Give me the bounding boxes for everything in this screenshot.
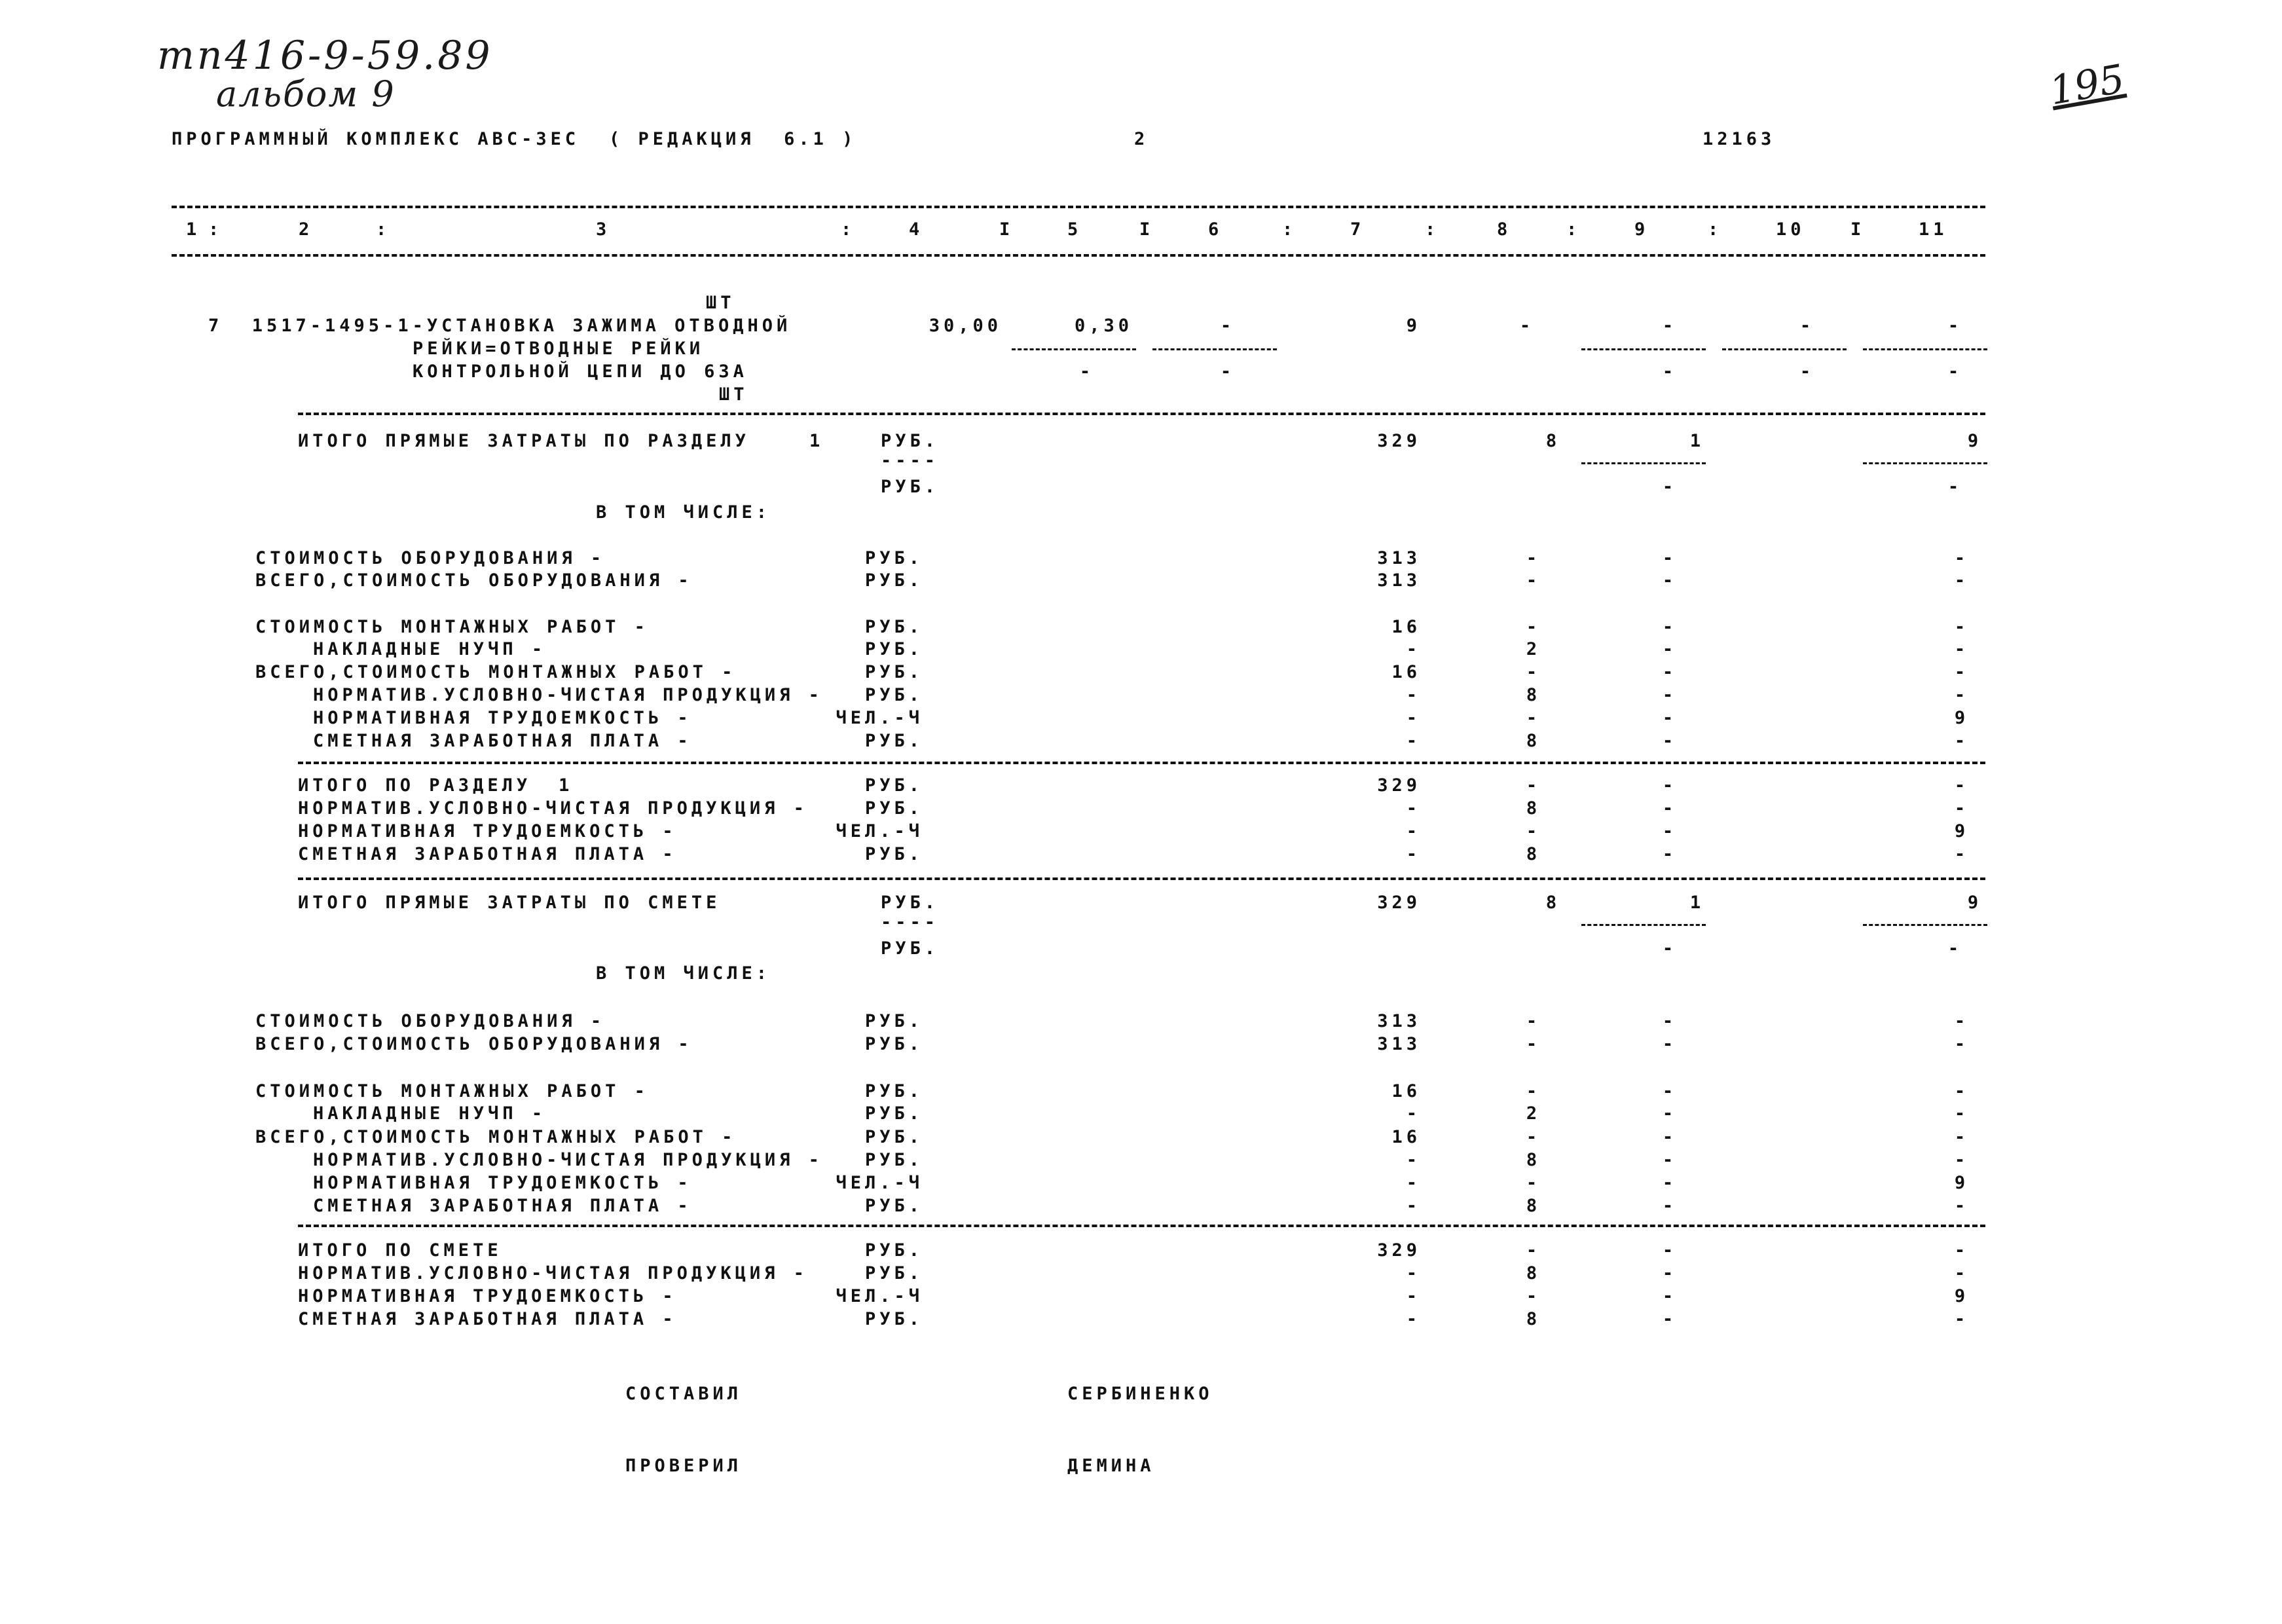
section-rule (298, 877, 1985, 880)
row-col8: 8 (1526, 1309, 1541, 1329)
row-col9: - (1662, 1034, 1678, 1054)
column-number: 7 (1350, 219, 1365, 240)
row-col8: - (1526, 1286, 1541, 1306)
item-col11: - (1947, 316, 1963, 336)
row-label: СМЕТНАЯ ЗАРАБОТНАЯ ПЛАТА - (313, 731, 692, 751)
handwritten-album: альбом 9 (216, 73, 396, 115)
row-unit: РУБ. (864, 775, 923, 796)
row-col7: 313 (1377, 1034, 1421, 1054)
row-col9: - (1662, 708, 1678, 728)
column-number: 6 (1208, 219, 1223, 240)
row-label: НОРМАТИВНАЯ ТРУДОЕМКОСТЬ - (313, 1173, 692, 1193)
item-r2-col10: - (1799, 361, 1815, 382)
row-label: ИТОГО ПО РАЗДЕЛУ (298, 775, 532, 796)
handwritten-page-number: 195 (2046, 56, 2128, 115)
row-col8: - (1526, 548, 1541, 568)
item-quantity: 30,00 (929, 316, 1002, 336)
section-total-r2-col9: - (1662, 477, 1678, 497)
row-unit: РУБ. (864, 1309, 923, 1329)
estimate-total-rule (1581, 924, 1706, 926)
row-unit: РУБ. (864, 548, 923, 568)
estimate-including: В ТОМ ЧИСЛЕ: (596, 963, 771, 984)
row-label: НОРМАТИВ.УСЛОВНО-ЧИСТАЯ ПРОДУКЦИЯ - (298, 1263, 808, 1283)
row-col11: - (1954, 1240, 1970, 1261)
section-total-col8: 8 (1545, 431, 1561, 451)
row-col11: - (1954, 662, 1970, 682)
row-col9: - (1662, 798, 1678, 819)
row-label: НАКЛАДНЫЕ НУЧП - (313, 1103, 547, 1124)
row-col9: - (1662, 821, 1678, 841)
row-label: НОРМАТИВНАЯ ТРУДОЕМКОСТЬ - (298, 1286, 677, 1306)
row-col8: - (1526, 1034, 1541, 1054)
row-unit: РУБ. (864, 617, 923, 637)
row-label: НОРМАТИВ.УСЛОВНО-ЧИСТАЯ ПРОДУКЦИЯ - (313, 685, 823, 705)
column-number: 8 (1497, 219, 1512, 240)
row-label: ИТОГО ПО СМЕТЕ (298, 1240, 502, 1261)
item-rule (1722, 348, 1847, 350)
row-label: ВСЕГО,СТОИМОСТЬ МОНТАЖНЫХ РАБОТ - (255, 1127, 737, 1147)
row-col7: 16 (1391, 617, 1421, 637)
row-col8: 2 (1526, 639, 1541, 659)
item-col10: - (1799, 316, 1815, 336)
row-unit: РУБ. (864, 685, 923, 705)
section-total-col9: 1 (1689, 431, 1705, 451)
column-number: 10 (1776, 219, 1805, 240)
section-total-rule (1581, 462, 1706, 464)
item-unit-top: ШТ (706, 293, 735, 313)
row-unit: РУБ. (864, 731, 923, 751)
program-name: ПРОГРАММНЫЙ КОМПЛЕКС АВС-3ЕС (172, 129, 580, 149)
row-col8: - (1526, 821, 1541, 841)
item-r2-col5: - (1079, 361, 1095, 382)
row-unit: ЧЕЛ.-Ч (836, 821, 923, 841)
row-unit: РУБ. (864, 1127, 923, 1147)
row-col9: - (1662, 844, 1678, 864)
row-col11: - (1954, 798, 1970, 819)
row-col7: 16 (1391, 662, 1421, 682)
row-label: СМЕТНАЯ ЗАРАБОТНАЯ ПЛАТА - (298, 1309, 677, 1329)
sheet-number: 2 (1134, 129, 1149, 149)
row-col9: - (1662, 775, 1678, 796)
column-number: 1 (186, 219, 201, 240)
section-rule (298, 762, 1985, 764)
row-label: НОРМАТИВНАЯ ТРУДОЕМКОСТЬ - (298, 821, 677, 841)
handwritten-project-code: тп416-9-59.89 (157, 33, 493, 79)
row-label: СТОИМОСТЬ МОНТАЖНЫХ РАБОТ - (255, 1081, 649, 1101)
row-col8: 2 (1526, 1103, 1541, 1124)
estimate-total-label: ИТОГО ПРЯМЫЕ ЗАТРАТЫ ПО СМЕТЕ (298, 893, 721, 913)
section-including: В ТОМ ЧИСЛЕ: (596, 502, 771, 523)
row-col9: - (1662, 1011, 1678, 1031)
row-col8: - (1526, 1240, 1541, 1261)
row-col9: - (1662, 1173, 1678, 1193)
estimate-total-col8: 8 (1545, 893, 1561, 913)
item-line-2: РЕЙКИ=ОТВОДНЫЕ РЕЙКИ (413, 339, 705, 359)
estimate-total-unit: РУБ. (881, 893, 940, 913)
row-col11: - (1954, 1011, 1970, 1031)
row-col9: - (1662, 1081, 1678, 1101)
row-col9: - (1662, 639, 1678, 659)
column-number: 9 (1634, 219, 1649, 240)
row-col11: - (1954, 1150, 1970, 1170)
row-col7: - (1406, 1309, 1421, 1329)
row-unit: РУБ. (864, 1011, 923, 1031)
row-col11: - (1954, 617, 1970, 637)
row-label: СТОИМОСТЬ ОБОРУДОВАНИЯ - (255, 548, 606, 568)
row-col9: - (1662, 1150, 1678, 1170)
row-col8: 8 (1526, 1150, 1541, 1170)
row-unit: РУБ. (864, 1081, 923, 1101)
row-col9: - (1662, 662, 1678, 682)
item-col6: - (1220, 316, 1236, 336)
row-col11: - (1954, 1127, 1970, 1147)
row-col7: - (1406, 708, 1421, 728)
row-col9: - (1662, 1263, 1678, 1283)
row-col7: - (1406, 639, 1421, 659)
row-col8: 8 (1526, 844, 1541, 864)
row-col9: - (1662, 1196, 1678, 1216)
item-rule (1012, 348, 1136, 350)
row-label: НАКЛАДНЫЕ НУЧП - (313, 639, 547, 659)
row-unit: РУБ. (864, 1150, 923, 1170)
row-col7: 313 (1377, 570, 1421, 591)
section-total-label: ИТОГО ПРЯМЫЕ ЗАТРАТЫ ПО РАЗДЕЛУ (298, 431, 750, 451)
section-total-unit-dashes: ---- (881, 451, 940, 471)
column-number: 4 (909, 219, 924, 240)
compiled-by-name: СЕРБИНЕНКО (1067, 1384, 1213, 1404)
row-label: НОРМАТИВ.УСЛОВНО-ЧИСТАЯ ПРОДУКЦИЯ - (298, 798, 808, 819)
row-col7: - (1406, 821, 1421, 841)
estimate-total-r2-col9: - (1662, 938, 1678, 959)
section-total-rule (1863, 462, 1987, 464)
row-col7: - (1406, 1196, 1421, 1216)
estimate-total-rule (1863, 924, 1987, 926)
row-col7: 329 (1377, 1240, 1421, 1261)
row-col11: - (1954, 844, 1970, 864)
row-unit: РУБ. (864, 1196, 923, 1216)
section-total-unit: РУБ. (881, 431, 940, 451)
document-code: 12163 (1702, 129, 1776, 149)
row-label: ВСЕГО,СТОИМОСТЬ ОБОРУДОВАНИЯ - (255, 570, 693, 591)
table-top-rule (172, 206, 1985, 208)
item-r2-col11: - (1947, 361, 1963, 382)
row-col8: - (1526, 1127, 1541, 1147)
row-col8: - (1526, 1011, 1541, 1031)
estimate-total-r2-col11: - (1947, 938, 1963, 959)
row-col11: - (1954, 1196, 1970, 1216)
checked-by-label: ПРОВЕРИЛ (625, 1456, 743, 1476)
item-rule (1581, 348, 1706, 350)
row-col11: 9 (1954, 1286, 1970, 1306)
row-col11: 9 (1954, 708, 1970, 728)
section-total-r2-col11: - (1947, 477, 1963, 497)
row-label: СТОИМОСТЬ ОБОРУДОВАНИЯ - (255, 1011, 606, 1031)
row-col7: 313 (1377, 1011, 1421, 1031)
row-unit: РУБ. (864, 1263, 923, 1283)
row-col9: - (1662, 731, 1678, 751)
row-col8: - (1526, 617, 1541, 637)
section-total-col7: 329 (1377, 431, 1421, 451)
row-unit: ЧЕЛ.-Ч (836, 1286, 923, 1306)
row-label: СМЕТНАЯ ЗАРАБОТНАЯ ПЛАТА - (298, 844, 677, 864)
row-col11: - (1954, 548, 1970, 568)
row-col8: - (1526, 570, 1541, 591)
row-col9: - (1662, 1127, 1678, 1147)
row-col8: - (1526, 775, 1541, 796)
row-col9: - (1662, 685, 1678, 705)
column-number: 3 (596, 219, 611, 240)
item-r2-col6: - (1220, 361, 1236, 382)
section-total-col11: 9 (1967, 431, 1983, 451)
row-col11: - (1954, 1103, 1970, 1124)
row-col11: - (1954, 775, 1970, 796)
row-unit: РУБ. (864, 844, 923, 864)
item-col7: 9 (1406, 316, 1421, 336)
row-label: СМЕТНАЯ ЗАРАБОТНАЯ ПЛАТА - (313, 1196, 692, 1216)
item-unit-price: 0,30 (1074, 316, 1133, 336)
item-line-3: КОНТРОЛЬНОЙ ЦЕПИ ДО 63А (413, 361, 748, 382)
row-unit: РУБ. (864, 570, 923, 591)
row-col8: 8 (1526, 1263, 1541, 1283)
row-unit: РУБ. (864, 1240, 923, 1261)
row-col7: 16 (1391, 1127, 1421, 1147)
row-col7: - (1406, 731, 1421, 751)
estimate-total-unit-dashes: ---- (881, 912, 940, 932)
column-number: 2 (299, 219, 314, 240)
row-label: ВСЕГО,СТОИМОСТЬ ОБОРУДОВАНИЯ - (255, 1034, 693, 1054)
row-col8: - (1526, 1173, 1541, 1193)
row-label: ВСЕГО,СТОИМОСТЬ МОНТАЖНЫХ РАБОТ - (255, 662, 737, 682)
row-unit: РУБ. (864, 639, 923, 659)
row-col7: - (1406, 1103, 1421, 1124)
item-r2-col9: - (1662, 361, 1678, 382)
row-col7: - (1406, 798, 1421, 819)
row-col7: - (1406, 685, 1421, 705)
row-label: НОРМАТИВ.УСЛОВНО-ЧИСТАЯ ПРОДУКЦИЯ - (313, 1150, 823, 1170)
item-col9: - (1662, 316, 1678, 336)
row-col8: - (1526, 708, 1541, 728)
row-unit: РУБ. (864, 1034, 923, 1054)
row-col7: - (1406, 1150, 1421, 1170)
row-col9: - (1662, 1240, 1678, 1261)
item-rule (1863, 348, 1987, 350)
row-number: 1 (559, 775, 574, 796)
row-col7: - (1406, 1173, 1421, 1193)
estimate-total-unit2: РУБ. (881, 938, 940, 959)
row-unit: ЧЕЛ.-Ч (836, 708, 923, 728)
estimate-total-col9: 1 (1689, 893, 1705, 913)
section-total-unit2: РУБ. (881, 477, 940, 497)
row-col8: 8 (1526, 731, 1541, 751)
program-edition: ( РЕДАКЦИЯ 6.1 ) (609, 129, 857, 149)
row-col7: - (1406, 844, 1421, 864)
section-total-number: 1 (809, 431, 824, 451)
row-col11: - (1954, 639, 1970, 659)
item-col8: - (1519, 316, 1535, 336)
row-col11: - (1954, 685, 1970, 705)
row-col11: - (1954, 731, 1970, 751)
row-col11: - (1954, 1263, 1970, 1283)
row-col8: 8 (1526, 798, 1541, 819)
row-col11: - (1954, 1309, 1970, 1329)
row-col9: - (1662, 617, 1678, 637)
row-unit: РУБ. (864, 662, 923, 682)
row-col11: 9 (1954, 1173, 1970, 1193)
estimate-total-col11: 9 (1967, 893, 1983, 913)
column-number: 11 (1919, 219, 1948, 240)
row-col11: - (1954, 570, 1970, 591)
row-label: СТОИМОСТЬ МОНТАЖНЫХ РАБОТ - (255, 617, 649, 637)
row-col9: - (1662, 1103, 1678, 1124)
row-col8: 8 (1526, 685, 1541, 705)
checked-by-name: ДЕМИНА (1067, 1456, 1155, 1476)
row-col9: - (1662, 1286, 1678, 1306)
row-col7: 16 (1391, 1081, 1421, 1101)
row-col9: - (1662, 570, 1678, 591)
column-number: 5 (1067, 219, 1082, 240)
row-unit: ЧЕЛ.-Ч (836, 1173, 923, 1193)
item-line-1: 7 1517-1495-1-УСТАНОВКА ЗАЖИМА ОТВОДНОЙ (208, 316, 792, 336)
row-label: НОРМАТИВНАЯ ТРУДОЕМКОСТЬ - (313, 708, 692, 728)
item-unit-bottom: ШТ (719, 384, 748, 405)
item-rule (1152, 348, 1277, 350)
row-col9: - (1662, 1309, 1678, 1329)
table-header-rule (172, 254, 1985, 257)
row-unit: РУБ. (864, 1103, 923, 1124)
row-col11: 9 (1954, 821, 1970, 841)
row-col7: - (1406, 1263, 1421, 1283)
row-unit: РУБ. (864, 798, 923, 819)
estimate-rule (298, 1225, 1985, 1227)
row-col8: 8 (1526, 1196, 1541, 1216)
compiled-by-label: СОСТАВИЛ (625, 1384, 743, 1404)
estimate-total-col7: 329 (1377, 893, 1421, 913)
row-col11: - (1954, 1081, 1970, 1101)
section-rule (298, 413, 1985, 415)
row-col7: - (1406, 1286, 1421, 1306)
row-col9: - (1662, 548, 1678, 568)
row-col8: - (1526, 1081, 1541, 1101)
row-col7: 329 (1377, 775, 1421, 796)
row-col8: - (1526, 662, 1541, 682)
row-col11: - (1954, 1034, 1970, 1054)
row-col7: 313 (1377, 548, 1421, 568)
